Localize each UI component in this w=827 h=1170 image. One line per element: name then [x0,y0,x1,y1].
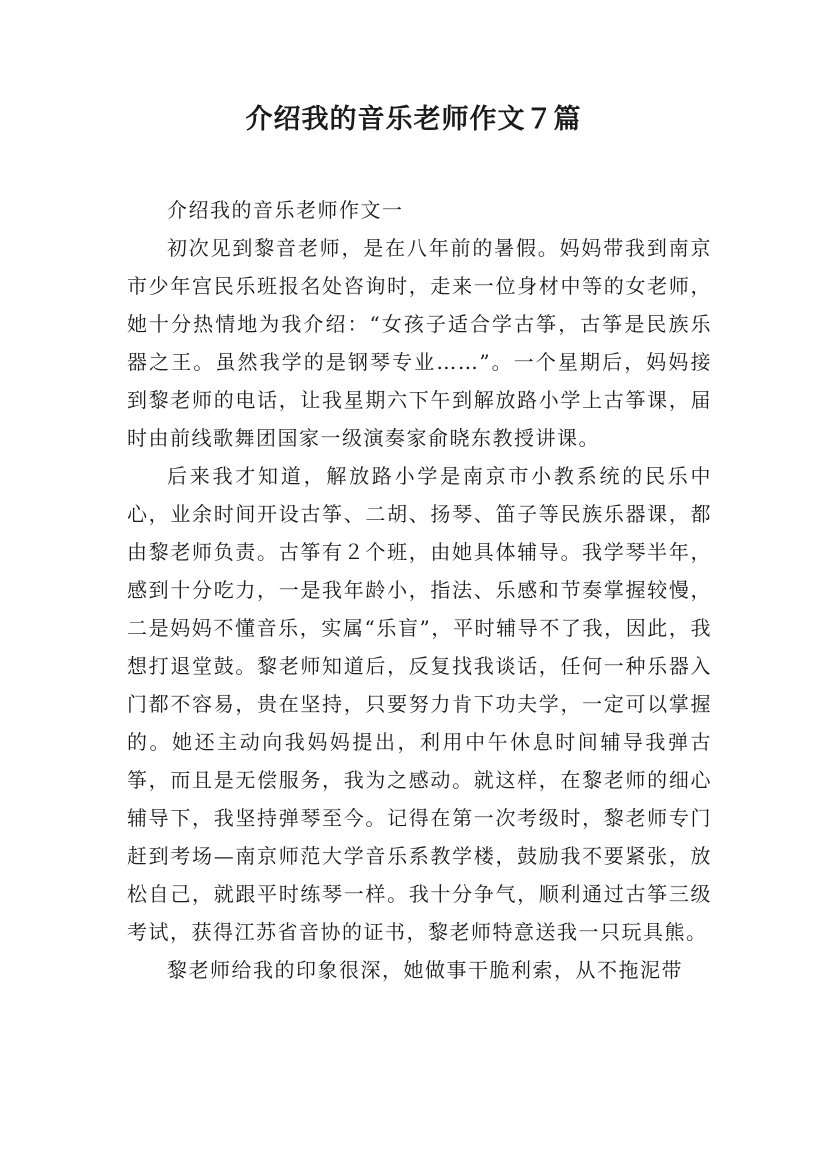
paragraph-3: 黎老师给我的印象很深，她做事干脆利索，从不拖泥带 [167,958,683,982]
document-body [127,191,712,989]
paragraph-1: 初次见到黎音老师，是在八年前的暑假。妈妈带我到南京市少年宫民乐班报名处咨询时，走来一位身材中等的女老师，她十分热情地为我介绍：“女孩子适合学古筝，古筝是民族乐器之王。虽然我学的是钢琴专业……”。一个星期后，妈妈接到黎老师的电话，让我星期六下午到解放路小学上古筝课，届时由前线歌舞团国家一级演奏家俞晓东教授讲课。 [127,236,712,450]
paragraph-2: 后来我才知道，解放路小学是南京市小教系统的民乐中心，业余时间开设古筝、二胡、扬琴、笛子等民族乐器课，都由黎老师负责。古筝有２个班，由她具体辅导。我学琴半年，感到十分吃力，一是我年龄小，指法、乐感和节奏掌握较慢，二是妈妈不懂音乐，实属“乐盲”，平时辅导不了我，因此，我想打退堂鼓。黎老师知道后，反复找我谈话，任何一种乐器入门都不容易，贵在坚持，只要努力肯下功夫学，一定可以掌握的。她还主动向我妈妈提出，利用中午休息时间辅导我弹古筝，而且是无偿服务，我为之感动。就这样，在黎老师的细心辅导下，我坚持弹琴至今。记得在第一次考级时，黎老师专门赶到考场—南京师范大学音乐系教学楼，鼓励我不要紧张，放松自己，就跟平时练琴一样。我十分争气，顺利通过古筝三级考试，获得江苏省音协的证书，黎老师特意送我一只玩具熊。 [127,464,712,944]
document-title: 介绍我的音乐老师作文７篇 [245,104,582,135]
section-heading: 介绍我的音乐老师作文一 [167,198,404,222]
